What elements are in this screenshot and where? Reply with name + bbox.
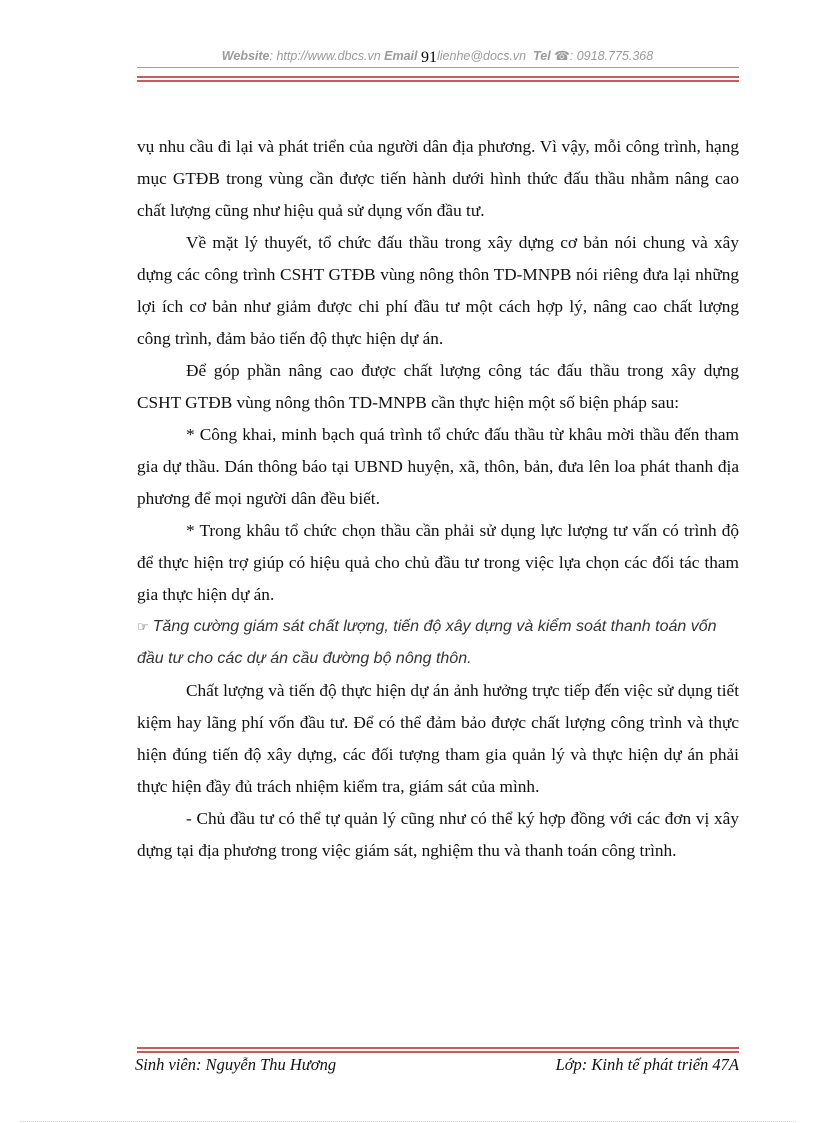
- header-rule-red-1: [137, 76, 739, 78]
- footer-rule-red-1: [137, 1047, 739, 1049]
- paragraph-theory: Về mặt lý thuyết, tổ chức đấu thầu trong xây dựng cơ bản nói chung và xây dựng các công trình CSHT GTĐB vùng nông thôn TD-MNPB nói riêng đưa lại những lợi ích cơ bản như giảm được chi phí đầu tư một cách hợp lý, nâng cao chất lượng công trình, đảm bảo tiến độ thực hiện dự án.: [137, 233, 739, 348]
- page-number: 91: [421, 49, 437, 66]
- phone-icon: ☎: [554, 49, 570, 63]
- page-footer: [135, 1055, 739, 1075]
- tel-number: : 0918.775.368: [569, 49, 654, 63]
- pointing-hand-icon: ☞: [137, 619, 149, 634]
- footer-rule-red-2: [137, 1051, 739, 1053]
- page-bottom-border: [20, 1121, 796, 1122]
- email-address[interactable]: lienhe@docs.vn: [437, 49, 527, 63]
- website-label: Website: [221, 49, 270, 63]
- tel-label: Tel: [533, 49, 551, 63]
- section-heading-supervision: [137, 611, 739, 675]
- footer-student: Sinh viên: Nguyễn Thu Hương: [135, 1055, 337, 1074]
- bullet-publicity: * Công khai, minh bạch quá trình tổ chức đấu thầu từ khâu mời thầu đến tham gia dự thầu. Dán thông báo tại UBND huyện, xã, thôn, bản, đưa lên loa phát thanh địa phương để mọi người dân đều biết.: [137, 425, 739, 508]
- paragraph-continued: vụ nhu cầu đi lại và phát triển của người dân địa phương. Vì vậy, mỗi công trình, hạng mục GTĐB trong vùng cần được tiến hành dưới hình thức đấu thầu nhằm nâng cao chất lượng cũng như hiệu quả sử dụng vốn đầu tư.: [137, 137, 739, 220]
- paragraph-investor: - Chủ đầu tư có thể tự quản lý cũng như có thể ký hợp đồng với các đơn vị xây dựng tại địa phương trong việc giám sát, nghiệm thu và thanh toán công trình.: [137, 809, 739, 860]
- email-label: Email: [384, 49, 418, 63]
- document-body: [137, 131, 739, 867]
- paragraph-measures-intro: Để góp phần nâng cao được chất lượng công tác đấu thầu trong xây dựng CSHT GTĐB vùng nông thôn TD-MNPB cần thực hiện một số biện pháp sau:: [137, 361, 739, 412]
- section-heading-text: Tăng cường giám sát chất lượng, tiến độ xây dựng và kiểm soát thanh toán vốn đầu tư cho các dự án cầu đường bộ nông thôn.: [137, 618, 717, 667]
- page-header: [135, 47, 740, 65]
- bullet-consultants: * Trong khâu tổ chức chọn thầu cần phải sử dụng lực lượng tư vấn có trình độ để thực hiện trợ giúp có hiệu quả cho chủ đầu tư trong việc lựa chọn các đối tác tham gia thực hiện dự án.: [137, 521, 739, 604]
- paragraph-quality: Chất lượng và tiến độ thực hiện dự án ảnh hưởng trực tiếp đến việc sử dụng tiết kiệm hay lãng phí vốn đầu tư. Để có thể đảm bảo được chất lượng công trình và thực hiện đúng tiến độ xây dựng, các đối tượng tham gia quản lý và thực hiện dự án phải thực hiện đầy đủ trách nhiệm kiểm tra, giám sát của mình.: [137, 681, 739, 796]
- website-url[interactable]: : http://www.dbcs.vn: [269, 49, 381, 63]
- footer-class: Lớp: Kinh tế phát triển 47A: [555, 1055, 739, 1074]
- header-rule-thin: [137, 67, 739, 68]
- header-rule-red-2: [137, 80, 739, 82]
